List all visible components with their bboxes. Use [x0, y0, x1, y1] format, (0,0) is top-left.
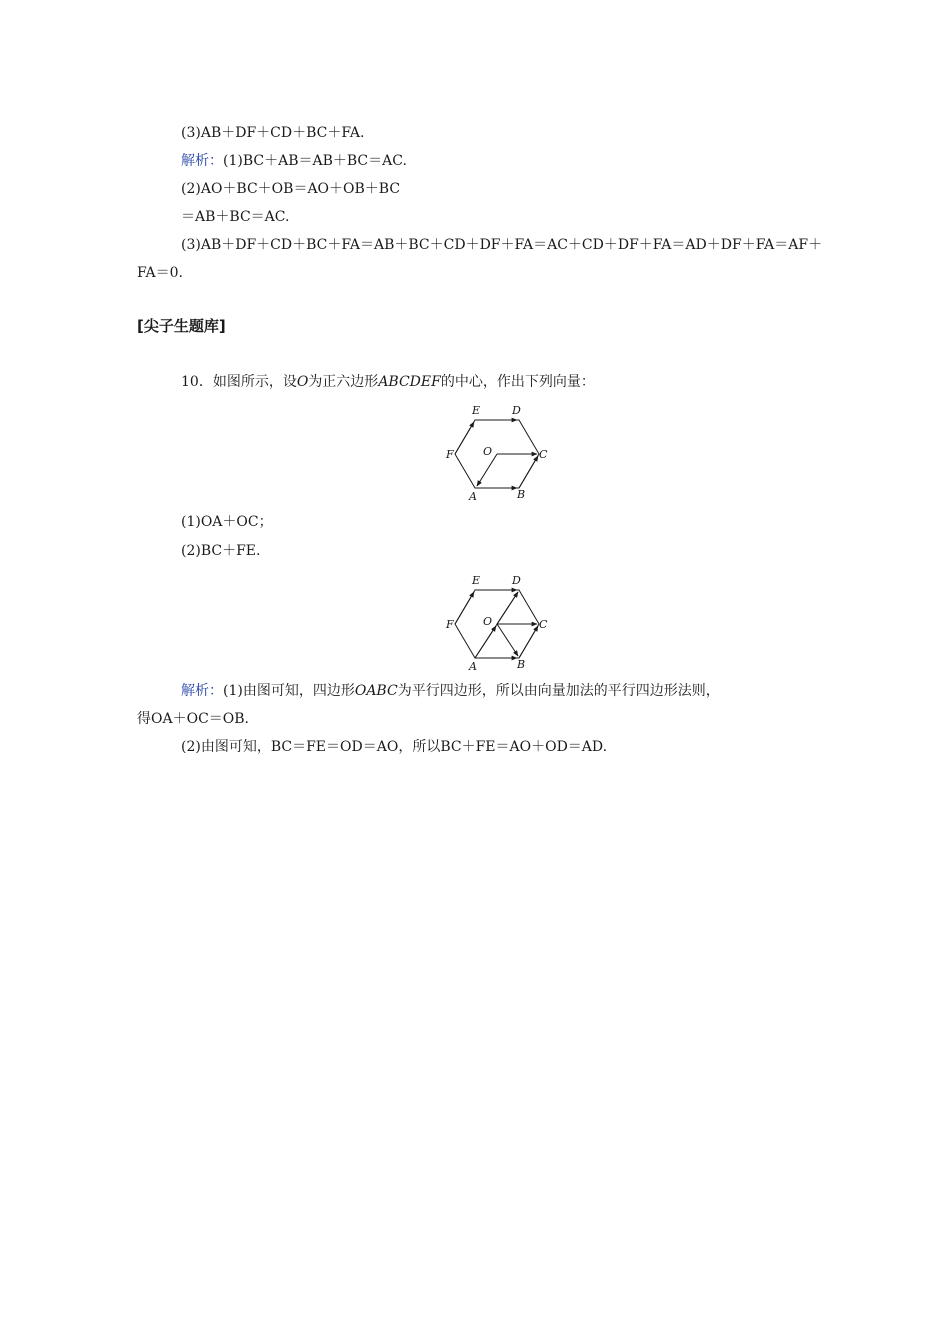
segment-ad [475, 592, 518, 658]
quadrilateral-name: OABC [354, 683, 398, 699]
vertex-label-o: O [483, 615, 493, 628]
solution-line-1 [181, 151, 407, 171]
vertex-label-d: D [512, 574, 521, 587]
vector-bc-arrow [519, 456, 538, 488]
section-heading: [尖子生题库] [137, 317, 226, 335]
solution-10-line-1 [181, 681, 720, 701]
stem-hexagon-name: ABCDEF [378, 374, 441, 390]
vertex-label-e: E [472, 404, 481, 417]
stem-text: 10．如图所示，设 [181, 374, 297, 390]
solution-text: (1)BC＋AB＝AB＋BC＝AC. [223, 153, 407, 169]
solution-label: 解析： [181, 683, 223, 699]
question-10-part-2: (2)BC＋FE. [181, 543, 261, 559]
solution-line-3: ＝AB＋BC＝AC. [181, 209, 290, 225]
vertex-label-b: B [517, 658, 526, 671]
stem-center-o: O [296, 374, 309, 390]
vertex-label-f: F [446, 448, 454, 461]
vertex-label-o: O [483, 445, 493, 458]
solution-10-line-3: (2)由图可知，BC＝FE＝OD＝AO，所以BC＋FE＝AO＋OD＝AD. [181, 739, 608, 755]
stem-text: 的中心，作出下列向量： [440, 374, 595, 390]
solution-line-5: FA＝0. [137, 265, 183, 281]
vector-fe-arrow [455, 592, 474, 624]
vertex-label-c: C [539, 448, 548, 461]
vertex-label-e: E [472, 574, 481, 587]
solution-line-2: (2)AO＋BC＋OB＝AO＋OB＋BC [181, 181, 401, 197]
problem-part-3: (3)AB＋DF＋CD＋BC＋FA. [181, 125, 365, 141]
vertex-label-a: A [469, 490, 477, 503]
solution-label: 解析： [181, 153, 223, 169]
question-10-part-1: (1)OA＋OC； [181, 514, 273, 530]
vector-oa-arrow [477, 454, 497, 486]
vertex-label-b: B [517, 488, 526, 501]
vertex-label-f: F [446, 618, 454, 631]
vertex-label-a: A [469, 660, 477, 673]
hexagon-figure-2 [440, 570, 550, 674]
vector-ob-arrow [497, 624, 518, 656]
solution-line-4: (3)AB＋DF＋CD＋BC＋FA＝AB＋BC＋CD＋DF＋FA＝AC＋CD＋DF＋FA＝AD＋DF＋FA＝AF＋ [181, 237, 823, 253]
vertex-label-d: D [512, 404, 521, 417]
hexagon-figure-1 [440, 400, 550, 504]
question-10-stem [181, 372, 595, 392]
solution-10-line-2: 得OA＋OC＝OB. [137, 711, 249, 727]
solution-text: 为平行四边形，所以由向量加法的平行四边形法则， [397, 683, 720, 699]
solution-text: (1)由图可知，四边形 [223, 683, 355, 699]
vertex-label-c: C [539, 618, 548, 631]
vector-fe-arrow [455, 422, 474, 454]
stem-text: 为正六边形 [308, 374, 379, 390]
vector-bc-arrow [519, 626, 538, 658]
